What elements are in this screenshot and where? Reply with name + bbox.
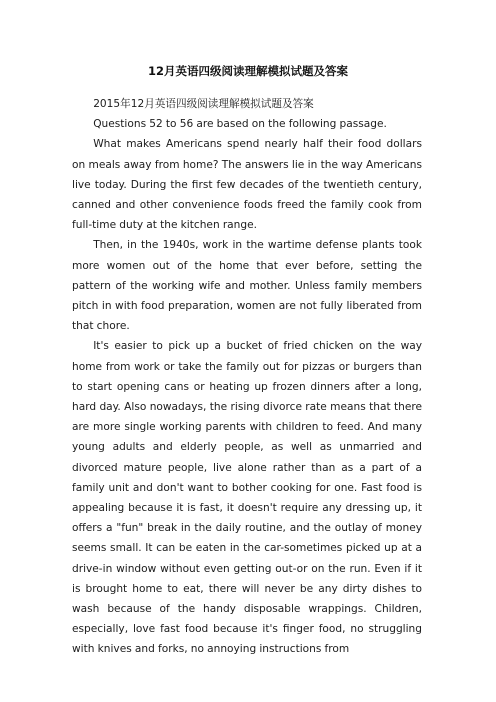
questions-intro-paragraph: Questions 52 to 56 are based on the following passage. [93,118,387,131]
passage-paragraph-2: Then, in the 1940s, work in the wartime defense plants took more women out of the home that ever before, setting the pattern of the working wife and mother. Unless family members pitch in with food preparation, women are not fully liberated from that chore. [72,239,422,333]
subtitle-paragraph: 2015年12月英语四级阅读理解模拟试题及答案 [93,98,314,110]
passage-paragraph-1: What makes Americans spend nearly half their food dollars on meals away from home? The answers lie in the way Americans live today. During the first few decades of the twentieth century, canned and other convenience foods freed the family cook from full-time duty at the kitchen range. [72,138,422,232]
document-body [72,94,422,660]
document-title: 12月英语四级阅读理解模拟试题及答案 [147,64,348,78]
passage-paragraph-3: It's easier to pick up a bucket of fried chicken on the way home from work or take the family out for pizzas or burgers than to start opening cans or heating up frozen dinners after a long, hard day. Also nowadays, the rising divorce rate means that there are more single working parents with children to feed. And many young adults and elderly people, as well as unmarried and divorced mature people, live alone rather than as a part of a family unit and don't want to bother cooking for one. Fast food is appealing because it is fast, it doesn't require any dressing up, it offers a "fun" break in the daily routine, and the outlay of money seems small. It can be eaten in the car-sometimes picked up at a drive-in window without even getting out-or on the run. Even if it is brought home to eat, there will never be any dirty dishes to wash because of the handy disposable wrappings. Children, especially, love fast food because it's finger food, no struggling with knives and forks, no annoying instructions from [72,340,422,656]
